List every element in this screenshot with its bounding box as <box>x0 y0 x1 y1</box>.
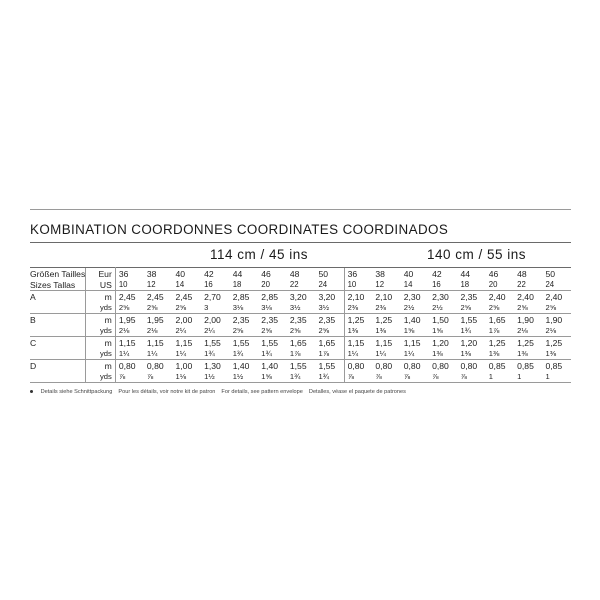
yards-value: 1⅞ <box>318 349 330 358</box>
meters-value: 0,80 <box>457 360 485 372</box>
yards-value: ⅞ <box>144 371 173 383</box>
meters-value: 1,55 <box>287 360 316 372</box>
unit-yards: yds <box>85 302 115 314</box>
size-eur-value: 38 <box>144 268 173 280</box>
view-row-yards <box>30 302 571 314</box>
meters-value: 1,20 <box>429 337 457 349</box>
yards-value: 1⅞ <box>488 326 500 335</box>
yards-value: 1⅜ <box>545 349 557 358</box>
size-us-value: 16 <box>204 280 213 289</box>
yards-value: 1¼ <box>403 349 415 358</box>
size-label-en-es: Sizes Tallas <box>30 279 76 290</box>
unit-yards: yds <box>85 348 115 360</box>
title-divider <box>30 242 571 243</box>
meters-value: 1,95 <box>115 314 144 326</box>
unit-meters: m <box>85 291 115 303</box>
size-us-value: 14 <box>403 280 413 289</box>
meters-value: 1,15 <box>115 337 144 349</box>
yards-value: 1⅜ <box>488 349 500 358</box>
meters-value: 1,25 <box>514 337 542 349</box>
meters-value: 1,65 <box>486 314 514 326</box>
yards-value: ⅞ <box>429 371 457 383</box>
size-us-value: 16 <box>432 280 441 289</box>
view-label-spacer <box>30 348 85 360</box>
meters-value: 1,25 <box>542 337 571 349</box>
yards-value: 1¾ <box>287 371 316 383</box>
yards-value: 1⅝ <box>432 326 443 335</box>
yards-value: 1⅝ <box>403 326 415 335</box>
yardage-table <box>30 267 571 383</box>
yards-value: 1⅜ <box>517 349 528 358</box>
meters-value: 1,20 <box>457 337 485 349</box>
yards-value: 2⅝ <box>175 303 187 312</box>
size-us-value: 10 <box>118 280 128 289</box>
view-row-meters <box>30 337 571 349</box>
meters-value: 0,80 <box>401 360 429 372</box>
meters-value: 2,35 <box>230 314 259 326</box>
size-us-value: 22 <box>289 280 299 289</box>
meters-value: 2,70 <box>201 291 230 303</box>
meters-value: 1,65 <box>315 337 344 349</box>
meters-value: 1,95 <box>144 314 173 326</box>
meters-value: 0,80 <box>429 360 457 372</box>
size-eur-value: 46 <box>258 268 287 280</box>
view-label: C <box>30 337 85 349</box>
view-label-spacer <box>30 302 85 314</box>
yards-value: 2⅝ <box>318 326 330 335</box>
size-us-value: 24 <box>318 280 328 289</box>
yards-value: ⅞ <box>115 371 144 383</box>
unit-us: US <box>85 279 115 291</box>
meters-value: 2,35 <box>315 314 344 326</box>
meters-value: 1,55 <box>457 314 485 326</box>
meters-value: 2,10 <box>372 291 400 303</box>
yards-value: 2⅝ <box>118 303 130 312</box>
view-row-yards <box>30 371 571 383</box>
meters-value: 1,15 <box>144 337 173 349</box>
size-eur-value: 48 <box>287 268 316 280</box>
yards-value: 2⅝ <box>460 303 471 312</box>
yards-value: 1½ <box>201 371 230 383</box>
yards-value: ⅞ <box>457 371 485 383</box>
yards-value: 1⅜ <box>344 325 372 337</box>
size-us-value: 14 <box>175 280 185 289</box>
top-divider <box>30 209 571 210</box>
unit-meters: m <box>85 337 115 349</box>
meters-value: 0,80 <box>344 360 372 372</box>
meters-value: 2,35 <box>258 314 287 326</box>
yards-value: 1 <box>486 371 514 383</box>
footnote-text: For details, see pattern envelope <box>221 389 303 395</box>
size-eur-value: 46 <box>486 268 514 280</box>
yards-value: 1¼ <box>375 349 386 358</box>
meters-value: 0,85 <box>486 360 514 372</box>
size-eur-value: 40 <box>401 268 429 280</box>
footnotes <box>30 389 571 395</box>
yards-value: 1⅜ <box>375 326 386 335</box>
meters-value: 2,30 <box>401 291 429 303</box>
meters-value: 1,65 <box>287 337 316 349</box>
size-eur-value: 36 <box>344 268 372 280</box>
meters-value: 1,00 <box>173 360 202 372</box>
meters-value: 0,80 <box>144 360 173 372</box>
fabric-width-114: 114 cm / 45 ins <box>210 247 309 262</box>
meters-value: 1,40 <box>258 360 287 372</box>
yards-value: 2⅝ <box>488 303 500 312</box>
yards-value: 1½ <box>230 371 259 383</box>
size-us-value: 12 <box>375 280 385 289</box>
yards-value: 1⅜ <box>432 349 443 358</box>
meters-value: 1,55 <box>230 337 259 349</box>
unit-eur: Eur <box>85 268 115 280</box>
size-us-value: 18 <box>232 280 242 289</box>
footnote-text: Pour les détails, voir notre kit de patron <box>118 389 216 395</box>
yards-value: 2⅛ <box>146 326 158 335</box>
yards-value: 1⅞ <box>289 349 301 358</box>
yards-value: 1¾ <box>460 326 471 335</box>
size-eur-value: 36 <box>115 268 144 280</box>
size-header-us <box>30 279 571 291</box>
meters-value: 1,50 <box>429 314 457 326</box>
yards-value: 1¼ <box>146 349 158 358</box>
meters-value: 0,80 <box>372 360 400 372</box>
view-row-yards <box>30 348 571 360</box>
size-eur-value: 50 <box>542 268 571 280</box>
yards-value: ⅞ <box>401 371 429 383</box>
yards-value: 1¾ <box>315 371 344 383</box>
size-eur-value: 40 <box>173 268 202 280</box>
yards-value: 1¾ <box>204 349 215 358</box>
meters-value: 1,90 <box>514 314 542 326</box>
meters-value: 1,30 <box>201 360 230 372</box>
view-row-meters <box>30 314 571 326</box>
meters-value: 2,45 <box>115 291 144 303</box>
yards-value: 2⅝ <box>261 326 272 335</box>
yards-value: 2⅜ <box>344 302 372 314</box>
yards-value: ⅞ <box>344 371 372 383</box>
meters-value: 2,40 <box>486 291 514 303</box>
yards-value: 1¼ <box>175 349 187 358</box>
meters-value: 1,15 <box>372 337 400 349</box>
view-label-spacer <box>30 371 85 383</box>
size-header-eur <box>30 268 571 280</box>
size-us-value: 22 <box>517 280 526 289</box>
size-us-value: 12 <box>146 280 156 289</box>
size-eur-value: 38 <box>372 268 400 280</box>
view-label-spacer <box>30 325 85 337</box>
unit-meters: m <box>85 360 115 372</box>
meters-value: 0,85 <box>514 360 542 372</box>
yards-value: 1¼ <box>344 348 372 360</box>
meters-value: 1,55 <box>258 337 287 349</box>
meters-value: 1,25 <box>344 314 372 326</box>
footnote-text: Detalles, véase el paquete de patrones <box>308 389 406 395</box>
size-us-value: 20 <box>488 280 498 289</box>
yards-value: 3½ <box>289 303 301 312</box>
yards-value: 2½ <box>403 303 415 312</box>
meters-value: 1,40 <box>230 360 259 372</box>
yards-value: 1 <box>514 371 542 383</box>
fabric-width-140: 140 cm / 55 ins <box>427 247 527 262</box>
meters-value: 2,45 <box>173 291 202 303</box>
view-row-meters <box>30 291 571 303</box>
view-label: D <box>30 360 85 372</box>
unit-yards: yds <box>85 325 115 337</box>
yards-value: 2½ <box>432 303 443 312</box>
meters-value: 2,85 <box>230 291 259 303</box>
view-row-meters <box>30 360 571 372</box>
yards-value: 2⅛ <box>517 326 528 335</box>
yards-value: ⅞ <box>372 371 400 383</box>
size-eur-value: 44 <box>230 268 259 280</box>
meters-value: 2,35 <box>287 314 316 326</box>
view-row-yards <box>30 325 571 337</box>
meters-value: 2,35 <box>457 291 485 303</box>
yards-value: 2⅝ <box>517 303 528 312</box>
yards-value: 3⅛ <box>261 303 272 312</box>
yards-value: 2⅝ <box>232 326 244 335</box>
yards-value: 3½ <box>318 303 330 312</box>
size-eur-value: 42 <box>429 268 457 280</box>
meters-value: 1,25 <box>486 337 514 349</box>
meters-value: 3,20 <box>287 291 316 303</box>
meters-value: 2,00 <box>201 314 230 326</box>
size-eur-value: 44 <box>457 268 485 280</box>
size-us-value: 24 <box>545 280 555 289</box>
meters-value: 2,40 <box>542 291 571 303</box>
view-label: B <box>30 314 85 326</box>
meters-value: 1,55 <box>315 360 344 372</box>
meters-value: 2,45 <box>144 291 173 303</box>
yards-value: 1⅝ <box>258 371 287 383</box>
meters-value: 2,40 <box>514 291 542 303</box>
meters-value: 1,25 <box>372 314 400 326</box>
size-us-value: 18 <box>460 280 470 289</box>
size-label-de-fr: Größen Tailles <box>30 268 86 279</box>
size-eur-value: 48 <box>514 268 542 280</box>
yards-value: 1⅜ <box>460 349 471 358</box>
yards-value: 1¾ <box>232 349 244 358</box>
yards-value: 1¾ <box>261 349 272 358</box>
yards-value: 2¼ <box>204 326 215 335</box>
yards-value: 2⅝ <box>545 303 557 312</box>
yards-value: 3⅛ <box>232 303 244 312</box>
view-label: A <box>30 291 85 303</box>
yards-value: 2¼ <box>175 326 187 335</box>
chart-title: KOMBINATION COORDONNES COORDINATES COORDINADOS <box>30 222 449 237</box>
meters-value: 0,85 <box>542 360 571 372</box>
footnote-text: Details siehe Schnittpackung <box>40 389 113 395</box>
yards-value: 1¼ <box>118 349 130 358</box>
meters-value: 3,20 <box>315 291 344 303</box>
yards-value: 1⅛ <box>173 371 202 383</box>
yards-value: 2⅝ <box>289 326 301 335</box>
meters-value: 1,15 <box>173 337 202 349</box>
unit-meters: m <box>85 314 115 326</box>
meters-value: 2,10 <box>344 291 372 303</box>
yards-value: 1 <box>542 371 571 383</box>
size-us-value: 20 <box>261 280 270 289</box>
yards-value: 2⅝ <box>146 303 158 312</box>
unit-yards: yds <box>85 371 115 383</box>
meters-value: 1,40 <box>401 314 429 326</box>
size-us-value: 10 <box>344 279 372 291</box>
meters-value: 2,00 <box>173 314 202 326</box>
yards-value: 2⅛ <box>545 326 557 335</box>
meters-value: 0,80 <box>115 360 144 372</box>
meters-value: 2,30 <box>429 291 457 303</box>
yards-value: 3 <box>204 303 209 312</box>
size-eur-value: 42 <box>201 268 230 280</box>
meters-value: 1,15 <box>344 337 372 349</box>
size-eur-value: 50 <box>315 268 344 280</box>
yards-value: 2⅜ <box>375 303 386 312</box>
meters-value: 1,55 <box>201 337 230 349</box>
meters-value: 2,85 <box>258 291 287 303</box>
meters-value: 1,90 <box>542 314 571 326</box>
yards-value: 2⅛ <box>118 326 130 335</box>
bullet-icon <box>30 390 33 393</box>
meters-value: 1,15 <box>401 337 429 349</box>
